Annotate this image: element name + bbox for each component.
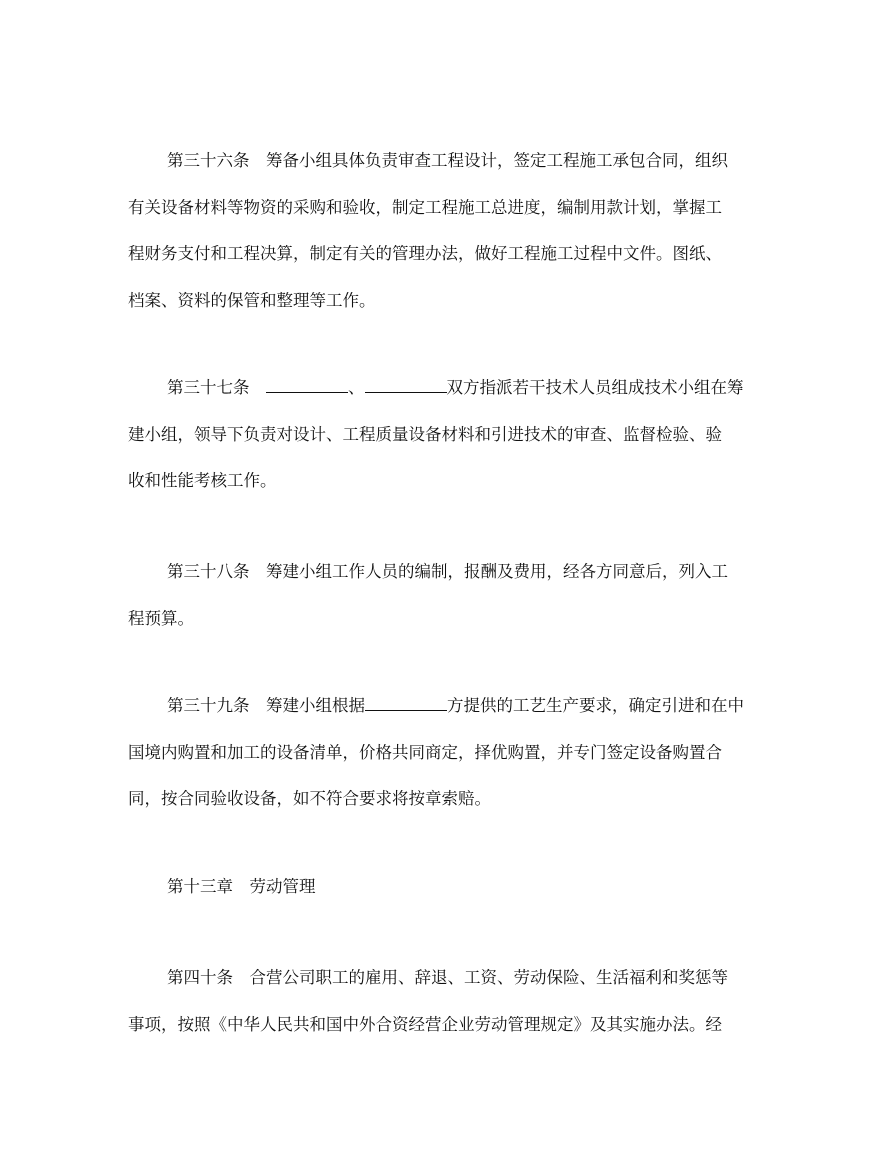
article-39-suffix: 方提供的工艺生产要求，确定引进和在中 — [447, 696, 744, 715]
fill-in-blank-3[interactable] — [365, 696, 447, 711]
fill-in-blank-1[interactable] — [266, 378, 348, 393]
article-36-line-2: 有关设备材料等物资的采购和验收，制定工程施工总进度，编制用款计划，掌握工 — [128, 197, 722, 217]
article-39-paragraph — [128, 683, 768, 823]
article-36-line-3: 程财务支付和工程决算，制定有关的管理办法，做好工程施工过程中文件。图纸、 — [128, 244, 722, 263]
article-38-paragraph — [128, 549, 768, 642]
chapter-13-title: 第十三章 劳动管理 — [167, 877, 316, 896]
article-37-paragraph — [128, 365, 768, 505]
article-37-line-2: 建小组，领导下负责对设计、工程质量设备材料和引进技术的审查、监督检验、验 — [128, 424, 722, 444]
chapter-13-heading — [128, 864, 768, 911]
article-38-line-2: 程预算。 — [128, 608, 194, 628]
article-37-separator: 、 — [348, 378, 365, 397]
article-38-line-1: 第三十八条 筹建小组工作人员的编制，报酬及费用，经各方同意后，列入工 — [167, 562, 728, 581]
article-40-paragraph — [128, 955, 768, 1048]
article-39-line-1 — [128, 683, 768, 730]
article-40-line-2: 事项，按照《中华人民共和国中外合资经营企业劳动管理规定》及其实施办法。经 — [128, 1014, 722, 1034]
article-37-prefix: 第三十七条 — [167, 378, 266, 397]
article-37-line-3: 收和性能考核工作。 — [128, 471, 277, 490]
fill-in-blank-2[interactable] — [365, 378, 447, 393]
article-37-line-1 — [128, 365, 768, 412]
article-36-line-4: 档案、资料的保管和整理等工作。 — [128, 290, 376, 310]
article-36-line-1: 第三十六条 筹备小组具体负责审查工程设计，签定工程施工承包合同，组织 — [167, 151, 728, 170]
article-37-suffix: 双方指派若干技术人员组成技术小组在筹 — [446, 378, 744, 397]
article-39-line-3: 同，按合同验收设备，如不符合要求将按章索赔。 — [128, 789, 491, 808]
article-39-line-2: 国境内购置和加工的设备清单，价格共同商定，择优购置，并专门签定设备购置合 — [128, 742, 722, 762]
article-40-line-1: 第四十条 合营公司职工的雇用、辞退、工资、劳动保险、生活福利和奖惩等 — [167, 968, 728, 987]
article-39-prefix: 第三十九条 筹建小组根据 — [167, 696, 365, 715]
article-36-paragraph — [128, 138, 768, 324]
